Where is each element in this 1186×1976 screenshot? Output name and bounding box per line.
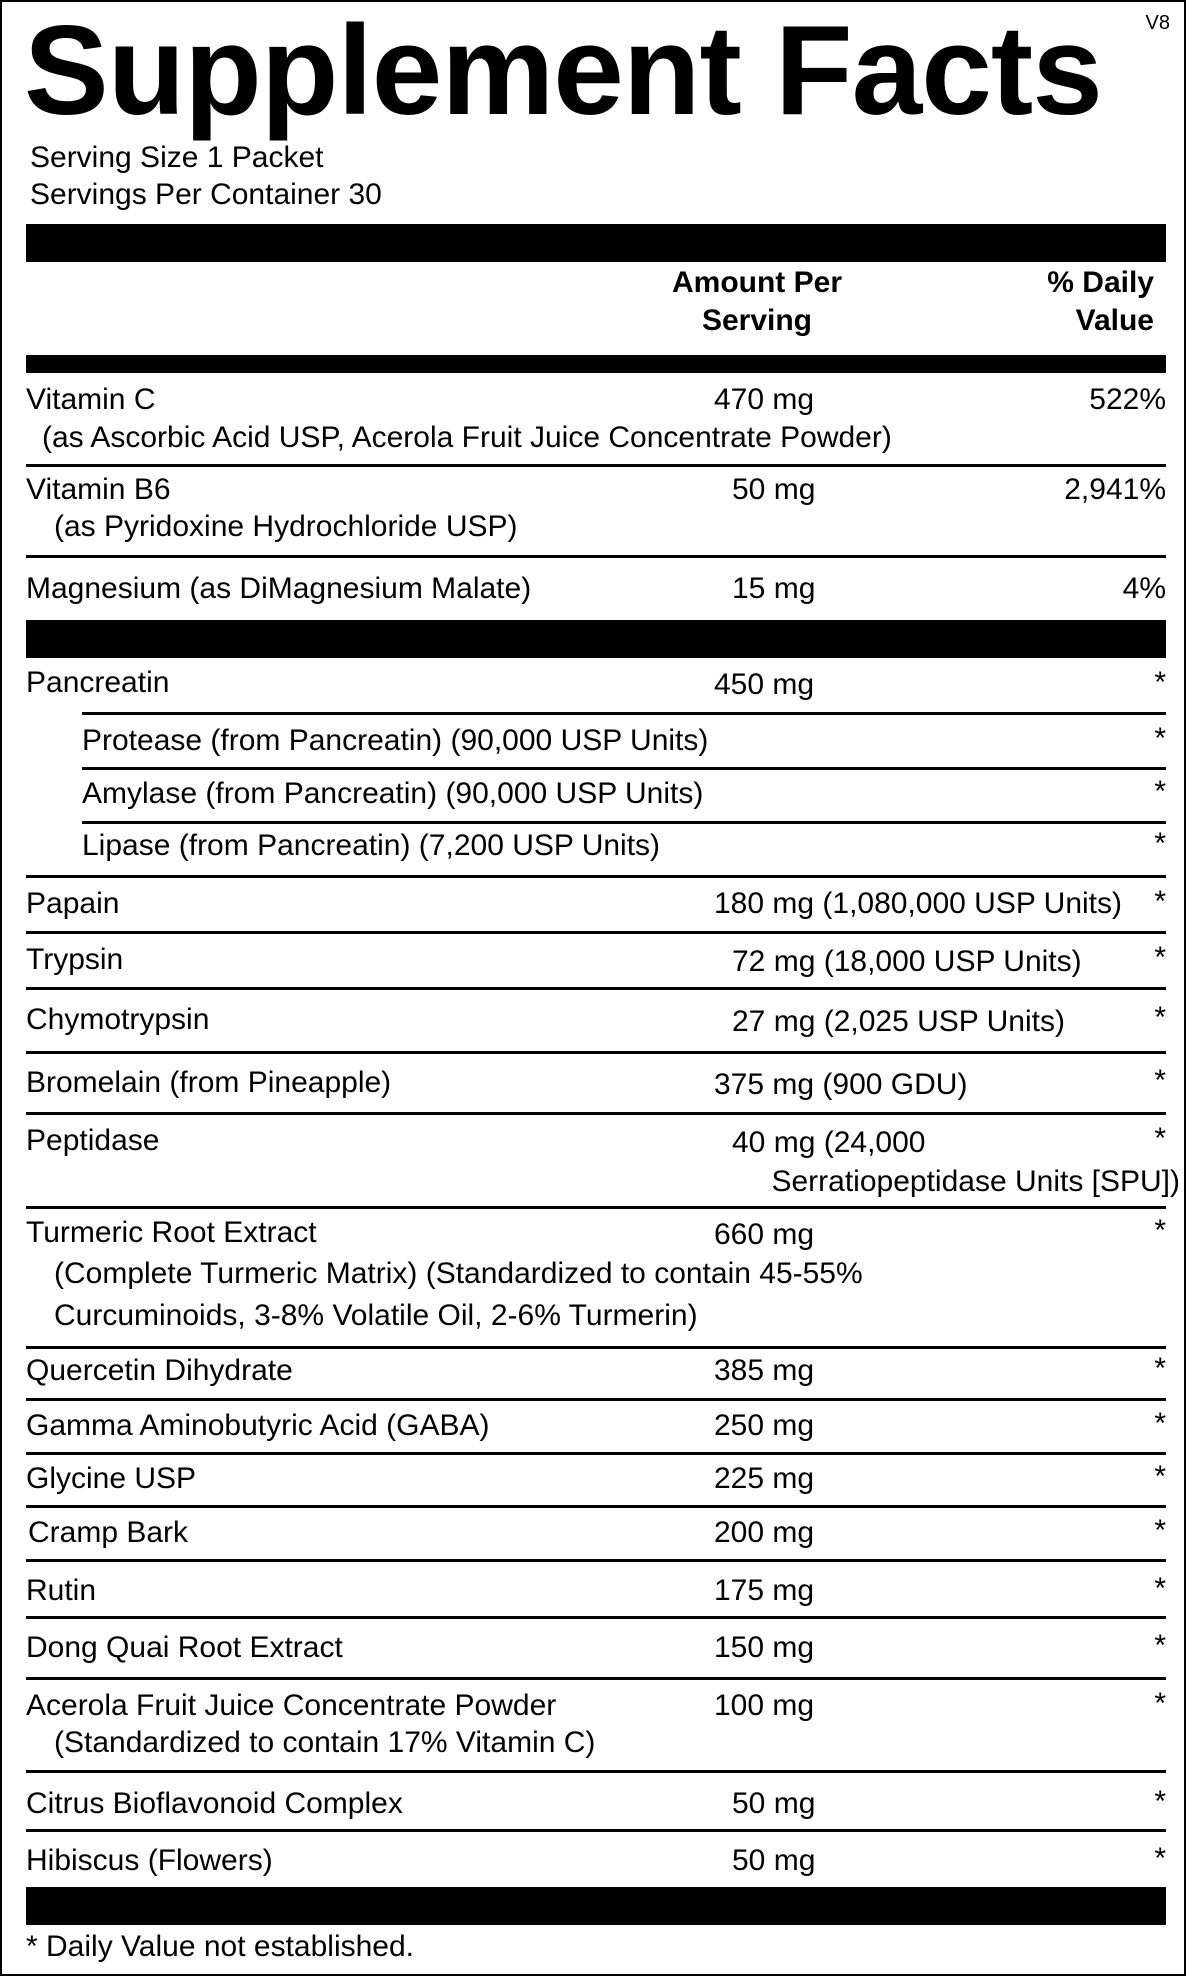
- ingredient-name: Trypsin: [26, 943, 124, 976]
- ingredient-amount: 470 mg: [714, 383, 815, 416]
- ingredient-amount: 15 mg: [732, 572, 816, 605]
- ingredient-dv: *: [1154, 1785, 1166, 1818]
- ingredient-name: Vitamin C: [26, 383, 156, 416]
- ingredient-name: Pancreatin: [26, 666, 170, 699]
- ingredient-dv: *: [1154, 1352, 1166, 1385]
- ingredient-dv: 4%: [1122, 572, 1166, 605]
- ingredient-amount: 50 mg: [732, 473, 816, 506]
- ingredient-amount: 225 mg: [714, 1462, 815, 1495]
- thick-divider: [26, 1887, 1166, 1925]
- ingredient-amount: 40 mg (24,000: [732, 1126, 926, 1159]
- ingredient-amount: 27 mg (2,025 USP Units): [732, 1005, 1065, 1038]
- label-title: Supplement Facts: [24, 0, 1102, 141]
- ingredient-name: Acerola Fruit Juice Concentrate Powder: [26, 1689, 557, 1722]
- dv-header-line1: % Daily: [1047, 266, 1154, 299]
- row-divider: [26, 464, 1166, 467]
- row-divider: [26, 1559, 1166, 1562]
- version-code: V8: [1145, 12, 1170, 34]
- ingredient-name: Chymotrypsin: [26, 1003, 210, 1036]
- ingredient-dv: *: [1154, 1460, 1166, 1493]
- row-divider: [26, 555, 1166, 558]
- ingredient-amount: 250 mg: [714, 1409, 815, 1442]
- ingredient-dv: 2,941%: [1064, 473, 1166, 506]
- ingredient-detail: (Standardized to contain 17% Vitamin C): [54, 1726, 596, 1759]
- ingredient-dv: *: [1154, 1514, 1166, 1547]
- footnote: * Daily Value not established.: [26, 1930, 415, 1963]
- ingredient-name: Vitamin B6: [26, 473, 171, 506]
- row-divider: [26, 1452, 1166, 1455]
- ingredient-dv: *: [1154, 666, 1166, 699]
- ingredient-name: Cramp Bark: [28, 1516, 189, 1549]
- sub-ingredient-name: Protease (from Pancreatin) (90,000 USP Units): [82, 724, 709, 757]
- row-divider: [26, 875, 1166, 878]
- ingredient-name: Rutin: [26, 1574, 97, 1607]
- row-divider: [26, 1770, 1166, 1773]
- row-divider: [26, 1677, 1166, 1680]
- ingredient-amount: 385 mg: [714, 1354, 815, 1387]
- ingredient-amount: 660 mg: [714, 1218, 815, 1251]
- ingredient-amount: 150 mg: [714, 1631, 815, 1664]
- sub-ingredient-name: Lipase (from Pancreatin) (7,200 USP Units): [82, 829, 661, 862]
- ingredient-name: Turmeric Root Extract: [26, 1216, 317, 1249]
- row-divider: [26, 1112, 1166, 1115]
- thick-divider: [26, 620, 1166, 658]
- ingredient-amount: 50 mg: [732, 1844, 816, 1877]
- ingredient-dv: *: [1154, 1001, 1166, 1034]
- ingredient-dv: 522%: [1089, 383, 1166, 416]
- ingredient-amount-continued: Serratiopeptidase Units [SPU]): [771, 1165, 1180, 1198]
- ingredient-dv: *: [1154, 1064, 1166, 1097]
- ingredient-dv: *: [1154, 775, 1166, 808]
- sub-ingredient-name: Amylase (from Pancreatin) (90,000 USP Units): [82, 777, 704, 810]
- thick-divider: [26, 224, 1166, 262]
- row-divider: [26, 1616, 1166, 1619]
- row-divider: [26, 1206, 1166, 1209]
- amount-header-line1: Amount Per: [671, 266, 842, 299]
- ingredient-amount: 50 mg: [732, 1787, 816, 1820]
- ingredient-name: Hibiscus (Flowers): [26, 1844, 273, 1877]
- ingredient-name: Glycine USP: [26, 1462, 197, 1495]
- ingredient-source: (as Ascorbic Acid USP, Acerola Fruit Juice Concentrate Powder): [42, 421, 892, 454]
- dv-header-line2: Value: [1075, 304, 1154, 337]
- row-divider: [26, 1346, 1166, 1349]
- ingredient-source: (as Pyridoxine Hydrochloride USP): [54, 510, 518, 543]
- ingredient-amount: 175 mg: [714, 1574, 815, 1607]
- ingredient-dv: *: [1154, 1407, 1166, 1440]
- ingredient-dv: *: [1154, 1572, 1166, 1605]
- row-divider: [26, 1829, 1166, 1832]
- row-divider: [26, 1398, 1166, 1401]
- ingredient-dv: *: [1154, 1122, 1166, 1155]
- ingredient-name: Bromelain (from Pineapple): [26, 1066, 392, 1099]
- amount-per-serving-header: [632, 264, 882, 340]
- row-divider: [26, 1505, 1166, 1508]
- ingredient-name: Dong Quai Root Extract: [26, 1631, 343, 1664]
- ingredient-dv: *: [1154, 1214, 1166, 1247]
- ingredient-dv: *: [1154, 1687, 1166, 1720]
- daily-value-header: [934, 264, 1154, 340]
- ingredient-dv: *: [1154, 1629, 1166, 1662]
- ingredient-name: Papain: [26, 887, 120, 920]
- ingredient-amount: 180 mg (1,080,000 USP Units): [714, 887, 1123, 920]
- medium-divider: [26, 355, 1166, 373]
- ingredient-name: Citrus Bioflavonoid Complex: [26, 1787, 403, 1820]
- ingredient-amount: 450 mg: [714, 668, 815, 701]
- row-divider: [26, 1051, 1166, 1054]
- ingredient-dv: *: [1154, 722, 1166, 755]
- ingredient-dv: *: [1154, 1842, 1166, 1875]
- ingredient-amount: 72 mg (18,000 USP Units): [732, 945, 1082, 978]
- row-divider: [26, 987, 1166, 990]
- ingredient-amount: 375 mg (900 GDU): [714, 1068, 968, 1101]
- ingredient-detail: (Complete Turmeric Matrix) (Standardized to contain 45-55%: [54, 1257, 863, 1290]
- servings-per-container: Servings Per Container 30: [30, 178, 382, 211]
- row-divider: [26, 931, 1166, 934]
- ingredient-amount: 200 mg: [714, 1516, 815, 1549]
- ingredient-name: Peptidase: [26, 1124, 160, 1157]
- ingredient-dv: *: [1154, 885, 1166, 918]
- serving-size: Serving Size 1 Packet: [30, 141, 324, 174]
- ingredient-name: Quercetin Dihydrate: [26, 1354, 293, 1387]
- row-divider: [82, 767, 1166, 770]
- ingredient-dv: *: [1154, 941, 1166, 974]
- amount-header-line2: Serving: [701, 304, 813, 337]
- ingredient-amount: 100 mg: [714, 1689, 815, 1722]
- ingredient-name: Gamma Aminobutyric Acid (GABA): [26, 1409, 490, 1442]
- ingredient-dv: *: [1154, 827, 1166, 860]
- row-divider: [82, 712, 1166, 715]
- ingredient-name: Magnesium (as DiMagnesium Malate): [26, 572, 532, 605]
- ingredient-detail: Curcuminoids, 3-8% Volatile Oil, 2-6% Turmerin): [54, 1299, 698, 1332]
- row-divider: [82, 821, 1166, 824]
